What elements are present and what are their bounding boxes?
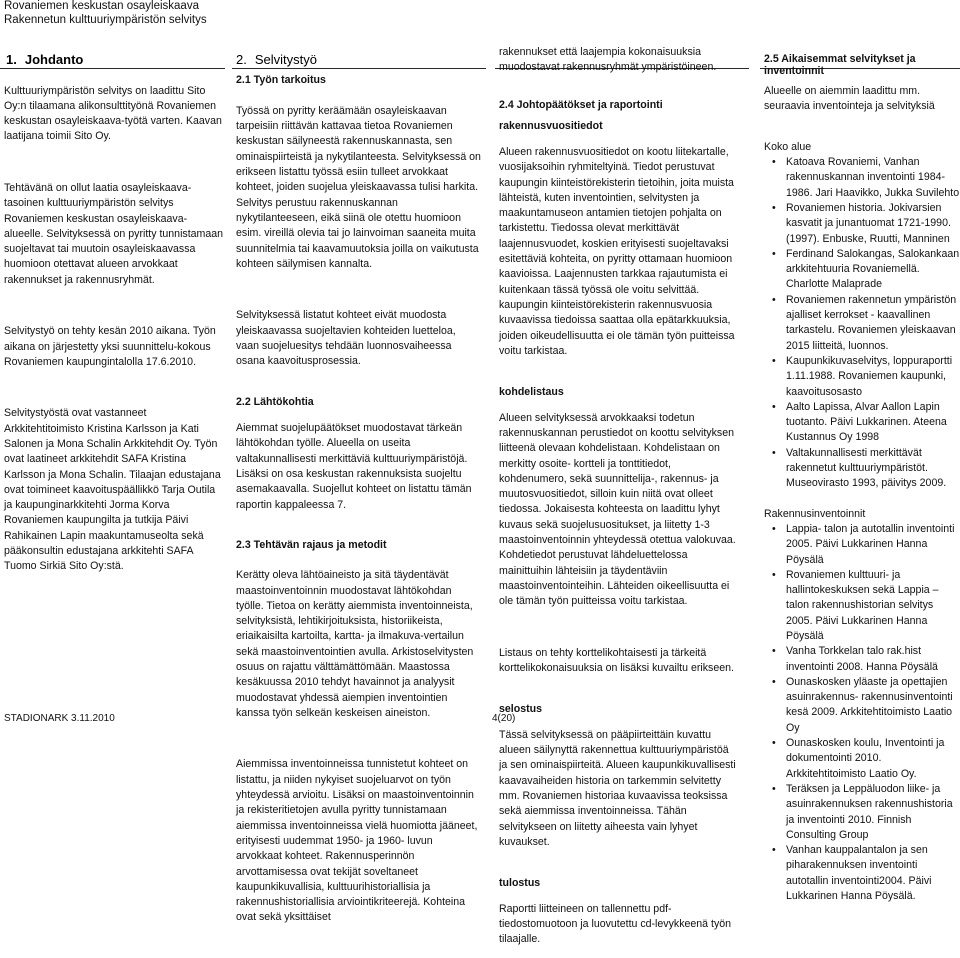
bullet-icon: • bbox=[772, 354, 776, 367]
running-header bbox=[4, 0, 207, 27]
paragraph: Tehtävänä on ollut laatia osayleiskaava-tasoinen kulttuuriympäristön selvitys Rovaniemen keskustan osayleiskaava-alueelle. Selvityksessä on pyritty tunnistamaan suojeltavat tai muutoin osayleiskaavassa huomioon otettavat alueen arvokkaat rakennukset ja rakennusryhmät. bbox=[4, 181, 224, 286]
paragraph: Tässä selvityksessä on pääpiirteittäin kuvattu alueen säilynyttä rakennettua kulttuuriympäristöä ja sen ominaispiirteitä. Alueen kaupunkikuvallisesti kaavavaiheiden historia on tarkemmin selvitetty mm. Rovaniemen historiaa kuvaavissa teoksissa sekä aiemmissa inventoinneissa. Tähän selvitykseen on liitetty aiheesta vain lyhyet kuvaukset. bbox=[499, 728, 736, 848]
bullet-icon: • bbox=[772, 400, 776, 413]
subheading-2-5: 2.5 Aikaisemmat selvitykset ja inventoinnit bbox=[764, 53, 916, 77]
paragraph: Alueen selvityksessä arvokkaaksi todetun rakennuskannan perustiedot on koottu selvityksen liitteenä olevaan kohdelistaan. Kohdelistaan on merkitty osoite- kortteli ja tonttitiedot, kohdenumero, sekä suunnittelija-, rakennus- ja muutosvuositiedot, silloin kuin niitä ovat olleet tiedossa. Jokaisesta kohteesta on laadittu lyhyt kuvaus sekä suojelusuositukset, ja liitetty 1-3 maastoinventoinnin yhteydessä otettua valokuvaa. Kohdetiedot perustuvat lähdeluettelossa mainittuihin lähteisiin ja täydentäviin maastoinventointeihin. Lähteiden oikeellisuutta ei ole tämän työn puitteissa voitu tarkistaa. bbox=[499, 411, 736, 608]
paragraph: Työssä on pyritty keräämään osayleiskaavan tarpeisiin riittävän kattavaa tietoa Rovaniemen keskustan säilyneestä rakennuskannasta, sen ominaispiirteistä ja nykytilanteesta. Selvityksessä on erikseen listattu työssä esiin tulleet arvokkaat kohteet, joiden suojelua yleiskaavassa tulisi harkita. Selvitys perustuu rakennuskannan nykytilanteeseen, eikä siinä ole otettu huomioon esim. vireillä olevia tai jo lainvoiman saaneita muita suunnitelmia tai kaavamuutoksia joilla on vaikutusta kohteen säilymisen kannalta. bbox=[236, 104, 481, 270]
heading-johdanto bbox=[6, 52, 83, 67]
header-line-1: Rovaniemen keskustan osayleiskaava bbox=[4, 0, 199, 12]
list-item: • Ferdinand Salokangas, Salokankaan arkkitehtuuria Rovaniemellä. Charlotte Malaprade bbox=[772, 247, 960, 291]
bullet-icon: • bbox=[772, 844, 776, 857]
list-item: • Vanha Torkkelan talo rak.hist inventointi 2008. Hanna Pöysälä bbox=[772, 645, 938, 673]
subheading-2-3: 2.3 Tehtävän rajaus ja metodit bbox=[236, 539, 387, 552]
column-selvitystyo bbox=[236, 73, 481, 936]
bullet-icon: • bbox=[772, 247, 776, 260]
heading-text: Selvitystyö bbox=[254, 52, 317, 67]
paragraph: rakennukset että laajempia kokonaisuuksia muodostavat rakennusryhmät ympäristöineen. bbox=[499, 45, 717, 73]
list-item: • Aalto Lapissa, Alvar Aallon Lapin tuotanto. Päivi Lukkarinen. Ateena Kustannus Oy 1998 bbox=[772, 400, 947, 444]
list-item: • Vanhan kauppalantalon ja sen piharakennuksen inventointi autotallin inventointi2004. Päivi Lukkarinen Hanna Pöysälä. bbox=[772, 844, 932, 903]
bullet-icon: • bbox=[772, 293, 776, 306]
heading-selvitystyo bbox=[236, 52, 317, 67]
bullet-icon: • bbox=[772, 737, 776, 750]
subheading-2-2: 2.2 Lähtökohtia bbox=[236, 396, 314, 409]
list-koko-alue bbox=[764, 155, 960, 492]
bullet-icon: • bbox=[772, 568, 776, 581]
footer-left: STADIONARK 3.11.2010 bbox=[4, 713, 115, 724]
heading-number: 2. bbox=[236, 52, 247, 67]
column-johdanto bbox=[4, 73, 226, 585]
paragraph: Kerätty oleva lähtöaineisto ja sitä täydentävät maastoinventoinnin muodostavat lähtökohdan työlle. Tietoa on kerätty aiemmista inventoinneista, selvityksistä, lehtikirjoituksista, historiikeista, eriaikaisilta kartoilta, kartta- ja ilmakuva-vertailun sekä maastoinventointien avulla. Arkistoselvitysten osuus on rajattu välttämättömään. Maastossa kesäkuussa 2010 tehdyt havainnot ja analyysit muodostavat yhdessä aiempien inventointien kanssa työn selkeän keskeisen aineiston. bbox=[236, 569, 474, 719]
column-johtopaatokset bbox=[499, 34, 739, 958]
list-item: • Rovaniemen kulttuuri- ja hallintokeskuksen sekä Lappia –talon rakennushistorian selvitys 2005. Päivi Lukkarinen Hanna Pöysälä bbox=[772, 568, 939, 642]
list-item: • Teräksen ja Leppäluodon liike- ja asuinrakennuksen rakennushistoria ja inventointi 2010. Finnish Consulting Group bbox=[772, 782, 953, 841]
list-heading-koko-alue: Koko alue bbox=[764, 140, 812, 153]
paragraph: Aiemmissa inventoinneissa tunnistetut kohteet on listattu, ja niiden nykyiset suojeluarvot on työn yhteydessä arvioitu. Lisäksi on maastoinventoinnin ja rekisteritietojen avulla pyritty tunnistamaan aiemmissa inventoinneissa vielä huomiotta jääneet, erityisesti uudemmat 1950- ja 1960- luvun arvokkaat kohteet. Rakennusperinnön arvottamisessa ovat tekijät soveltaneet kaupunkikuvallisia, kulttuurihistoriallisia ja rakennushistoriallisia arviointikriteerejä. Kohteina ovat sekä yksittäiset bbox=[236, 758, 478, 924]
paragraph: Alueen rakennusvuositiedot on kootu liitekartalle, vuosijaksoihin ryhmiteltyinä. Tiedot perustuvat kaupungin kiinteistörekisterin tietoihin, joita muista lähteistä, kuten inventointien, selvitysten ja maakuntamuseon antamien tietojen pohjalta on tarkistettu. Tiedossa olevat merkittävät laajennusvuodet, koskien erityisesti suojeltavaksi esitettäviä kohteita, on pyritty ottamaan huomioon kaavioissa. Laajennusten tarkkaa rajautumista ei kuitenkaan tässä työssä ole voitu selvittää. kaupungin kiinteistörekisterin rakennusvuosia kuvaavissa tiedoissa saattaa olla epätarkkuuksia, joiden oikeudellisuutta ei ole tämän työn puitteissa voitu tarkistaa. bbox=[499, 145, 735, 357]
bullet-icon: • bbox=[772, 675, 776, 688]
list-item: • Rovaniemen rakennetun ympäristön ajalliset kerrokset - kaavallinen tarkastelu. Rovaniemen yleiskaavan 2015 liitteitä, luonnos. bbox=[772, 293, 957, 352]
list-heading-rakennusinventoinnit: Rakennusinventoinnit bbox=[764, 507, 866, 520]
subheading-2-4: 2.4 Johtopäätökset ja raportointi bbox=[499, 98, 663, 111]
bullet-icon: • bbox=[772, 201, 776, 214]
paragraph: Selvitystyö on tehty kesän 2010 aikana. Työn aikana on järjestetty yksi suunnittelu-kokous Rovaniemen kaupungintalolla 17.6.2010. bbox=[4, 325, 216, 368]
heading-text: Johdanto bbox=[24, 52, 84, 67]
list-rakennusinventoinnit bbox=[764, 522, 960, 904]
header-line-2: Rakennetun kulttuuriympäristön selvitys bbox=[4, 13, 207, 26]
column-aikaisemmat-selvitykset bbox=[764, 73, 960, 904]
subheading-2-1: 2.1 Työn tarkoitus bbox=[236, 74, 326, 86]
bullet-icon: • bbox=[772, 782, 776, 795]
paragraph: Raportti liitteineen on tallennettu pdf-tiedostomuotoon ja luovutettu cd-levykkeenä työn tilaajalle. bbox=[499, 902, 732, 946]
list-item: • Rovaniemen historia. Jokivarsien kasvatit ja junantuomat 1721-1990. (1997). Enbuske, Ruutti, Manninen bbox=[772, 201, 951, 245]
list-item: • Ounaskosken koulu, Inventointi ja dokumentointi 2010. Arkkitehtitoimisto Laatio Oy. bbox=[772, 737, 945, 780]
heading-number: 1. bbox=[6, 52, 17, 67]
subheading-rakennusvuositiedot: rakennusvuositiedot bbox=[499, 120, 603, 133]
paragraph: Selvitystyöstä ovat vastanneet Arkkitehtitoimisto Kristina Karlsson ja Kati Salonen ja Mona Schalin Arkkitehdit Oy. Työn ovat laatineet arkkitehdit SAFA Kristina Karlsson ja Mona Schalin. Tilaajan edustajana ovat toimineet kaavoituspäällikkö Tarja Outila ja kaupunginarkkitehti Jorma Korva Rovaniemen kaupungilta ja tutkija Päivi Rahikainen Lapin maakuntamuseolta sekä pääkonsultin edustajana arkkitehti SAFA Tuomo Sirkiä Sito Oy:stä. bbox=[4, 407, 221, 573]
list-item: • Kaupunkikuvaselvitys, loppuraportti 1.11.1988. Rovaniemen kaupunki, kaavoitusosasto bbox=[772, 354, 953, 398]
bullet-icon: • bbox=[772, 645, 776, 658]
list-item: • Ounaskosken yläaste ja opettajien asuinrakennus- rakennusinventointi kesä 2009. Arkkitehtitoimisto Laatio Oy bbox=[772, 675, 953, 734]
paragraph: Alueelle on aiemmin laadittu mm. seuraavia inventointeja ja selvityksiä bbox=[764, 84, 935, 112]
bullet-icon: • bbox=[772, 522, 776, 535]
heading-rule bbox=[0, 68, 225, 69]
list-item: • Valtakunnallisesti merkittävät rakennetut kulttuuriympäristöt. Museovirasto 1993, päivitys 2009. bbox=[772, 446, 947, 490]
heading-rule bbox=[232, 68, 486, 69]
paragraph: Aiemmat suojelupäätökset muodostavat tärkeän lähtökohdan työlle. Alueella on useita valtakunnallisesti merkittäviä kulttuuriympäristöjä. Lisäksi on osa keskustan rakennuksista suojeltu asemakaavalla. Suojellut kohteet on listattu tämän raportin kappaleessa 7. bbox=[236, 422, 472, 511]
bullet-icon: • bbox=[772, 446, 776, 459]
paragraph: Listaus on tehty korttelikohtaisesti ja tärkeitä korttelikokonaisuuksia on lisäksi kuvailtu erikseen. bbox=[499, 646, 734, 674]
page-number: 4(20) bbox=[492, 713, 516, 724]
paragraph: Selvityksessä listatut kohteet eivät muodosta yleiskaavassa suojeltavien kohteiden luetteloa, vaan suojeluesitys tehdään luonnosvaiheessa osana kaavoitusprosessia. bbox=[236, 309, 456, 368]
list-item: • Katoava Rovaniemi, Vanhan rakennuskannan inventointi 1984- 1986. Jari Haavikko, Jukka Suvilehto bbox=[772, 156, 960, 199]
bullet-icon: • bbox=[772, 156, 776, 169]
subheading-selostus: selostus bbox=[499, 702, 542, 715]
list-item: • Lappia- talon ja autotallin inventointi 2005. Päivi Lukkarinen Hanna Pöysälä bbox=[772, 522, 955, 566]
paragraph: Kulttuuriympäristön selvitys on laadittu Sito Oy:n tilaamana alikonsulttityönä Rovaniemen keskustan osayleiskaava-työtä varten. Kaavan laatijana toimii Sito Oy. bbox=[4, 84, 222, 143]
subheading-tulostus: tulostus bbox=[499, 876, 541, 889]
subheading-kohdelistaus: kohdelistaus bbox=[499, 385, 564, 398]
